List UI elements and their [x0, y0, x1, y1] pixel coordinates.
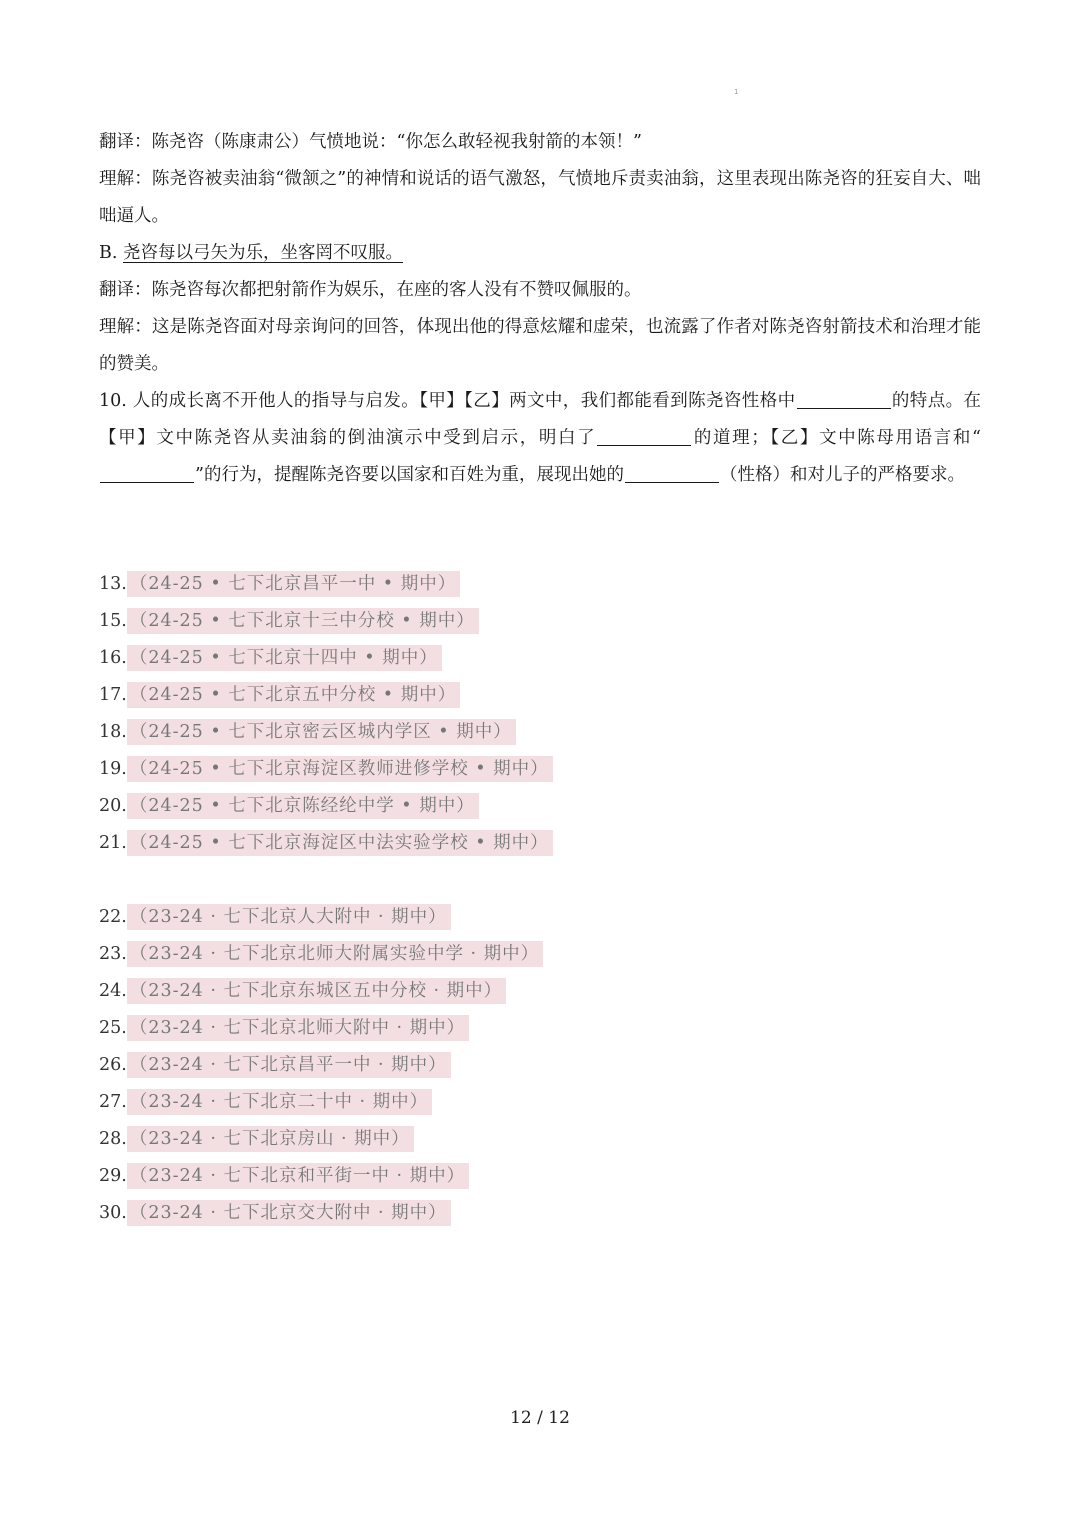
source-tag[interactable]: （23-24 · 七下北京交大附中 · 期中）	[127, 1200, 451, 1226]
question-number: 15.	[99, 611, 127, 631]
source-item	[99, 1084, 699, 1121]
question-10-part1: 10. 人的成长离不开他人的指导与启发。【甲】【乙】两文中，我们都能看到陈尧咨性格中	[99, 391, 796, 411]
source-item	[99, 825, 699, 862]
source-tag[interactable]: （23-24 · 七下北京北师大附属实验中学 · 期中）	[127, 941, 543, 967]
source-tag[interactable]: （24-25 • 七下北京十四中 • 期中）	[127, 645, 442, 671]
source-tag[interactable]: （23-24 · 七下北京人大附中 · 期中）	[127, 904, 451, 930]
question-number: 27.	[99, 1092, 127, 1112]
source-item	[99, 936, 699, 973]
source-item	[99, 1047, 699, 1084]
source-tag[interactable]: （23-24 · 七下北京北师大附中 · 期中）	[127, 1015, 469, 1041]
answer-blank-1[interactable]	[797, 388, 891, 409]
source-item	[99, 603, 699, 640]
source-tag[interactable]: （24-25 • 七下北京海淀区教师进修学校 • 期中）	[127, 756, 553, 782]
question-10-part4: ”的行为，提醒陈尧咨要以国家和百姓为重，展现出她的	[195, 465, 624, 485]
question-number: 13.	[99, 574, 127, 594]
source-tag[interactable]: （23-24 · 七下北京昌平一中 · 期中）	[127, 1052, 451, 1078]
source-item	[99, 1010, 699, 1047]
question-number: 19.	[99, 759, 127, 779]
understanding-paragraph-a: 理解：陈尧咨被卖油翁“微颔之”的神情和说话的语气激怒，气愤地斥责卖油翁，这里表现出陈尧咨的狂妄自大、咄咄逼人。	[99, 169, 981, 226]
source-tag[interactable]: （24-25 • 七下北京陈经纶中学 • 期中）	[127, 793, 479, 819]
question-number: 21.	[99, 833, 127, 853]
item-b-label: B.	[99, 243, 118, 263]
source-tag[interactable]: （23-24 · 七下北京房山 · 期中）	[127, 1126, 414, 1152]
source-item	[99, 751, 699, 788]
understanding-paragraph-b: 理解：这是陈尧咨面对母亲询问的回答，体现出他的得意炫耀和虚荣，也流露了作者对陈尧咨射箭技术和治理才能的赞美。	[99, 317, 981, 374]
source-item	[99, 566, 699, 603]
source-item	[99, 1121, 699, 1158]
translation-line-a: 翻译：陈尧咨（陈康肃公）气愤地说：“你怎么敢轻视我射箭的本领！”	[99, 132, 642, 152]
question-10-part5: （性格）和对儿子的严格要求。	[719, 465, 965, 485]
answer-blank-2[interactable]	[597, 425, 691, 446]
question-number: 26.	[99, 1055, 127, 1075]
source-tag[interactable]: （24-25 • 七下北京海淀区中法实验学校 • 期中）	[127, 830, 553, 856]
source-tag[interactable]: （23-24 · 七下北京和平街一中 · 期中）	[127, 1163, 469, 1189]
question-number: 18.	[99, 722, 127, 742]
source-item	[99, 714, 699, 751]
item-b	[99, 235, 981, 272]
question-number: 22.	[99, 907, 127, 927]
question-10-part2: 的特点。在【甲】文中陈尧咨从卖油翁的倒油演示中受到启示，明白了	[99, 391, 982, 448]
source-list-2023-24	[99, 899, 699, 1232]
source-item	[99, 973, 699, 1010]
source-tag[interactable]: （24-25 • 七下北京五中分校 • 期中）	[127, 682, 460, 708]
question-10-part3: 的道理；【乙】文中陈母用语言和“	[692, 428, 981, 448]
question-number: 30.	[99, 1203, 127, 1223]
source-item	[99, 1158, 699, 1195]
source-item	[99, 899, 699, 936]
source-item	[99, 640, 699, 677]
document-body	[99, 124, 981, 494]
source-item	[99, 677, 699, 714]
translation-line-b: 翻译：陈尧咨每次都把射箭作为娱乐，在座的客人没有不赞叹佩服的。	[99, 280, 642, 300]
question-number: 28.	[99, 1129, 127, 1149]
source-tag[interactable]: （23-24 · 七下北京东城区五中分校 · 期中）	[127, 978, 506, 1004]
source-tag[interactable]: （24-25 • 七下北京密云区城内学区 • 期中）	[127, 719, 516, 745]
question-number: 29.	[99, 1166, 127, 1186]
question-number: 24.	[99, 981, 127, 1001]
question-number: 20.	[99, 796, 127, 816]
question-number: 25.	[99, 1018, 127, 1038]
item-b-quote: 尧咨每以弓矢为乐，坐客罔不叹服。	[123, 243, 404, 263]
answer-blank-4[interactable]	[625, 462, 719, 483]
question-number: 23.	[99, 944, 127, 964]
page-top-mark: 1	[734, 88, 739, 96]
question-number: 16.	[99, 648, 127, 668]
answer-blank-3[interactable]	[100, 462, 194, 483]
page-number: 12 / 12	[510, 1408, 570, 1428]
source-list-2024-25	[99, 566, 699, 862]
source-item	[99, 1195, 699, 1232]
source-tag[interactable]: （24-25 • 七下北京十三中分校 • 期中）	[127, 608, 479, 634]
source-tag[interactable]: （24-25 • 七下北京昌平一中 • 期中）	[127, 571, 460, 597]
source-tag[interactable]: （23-24 · 七下北京二十中 · 期中）	[127, 1089, 432, 1115]
question-number: 17.	[99, 685, 127, 705]
source-item	[99, 788, 699, 825]
question-10	[99, 383, 981, 494]
